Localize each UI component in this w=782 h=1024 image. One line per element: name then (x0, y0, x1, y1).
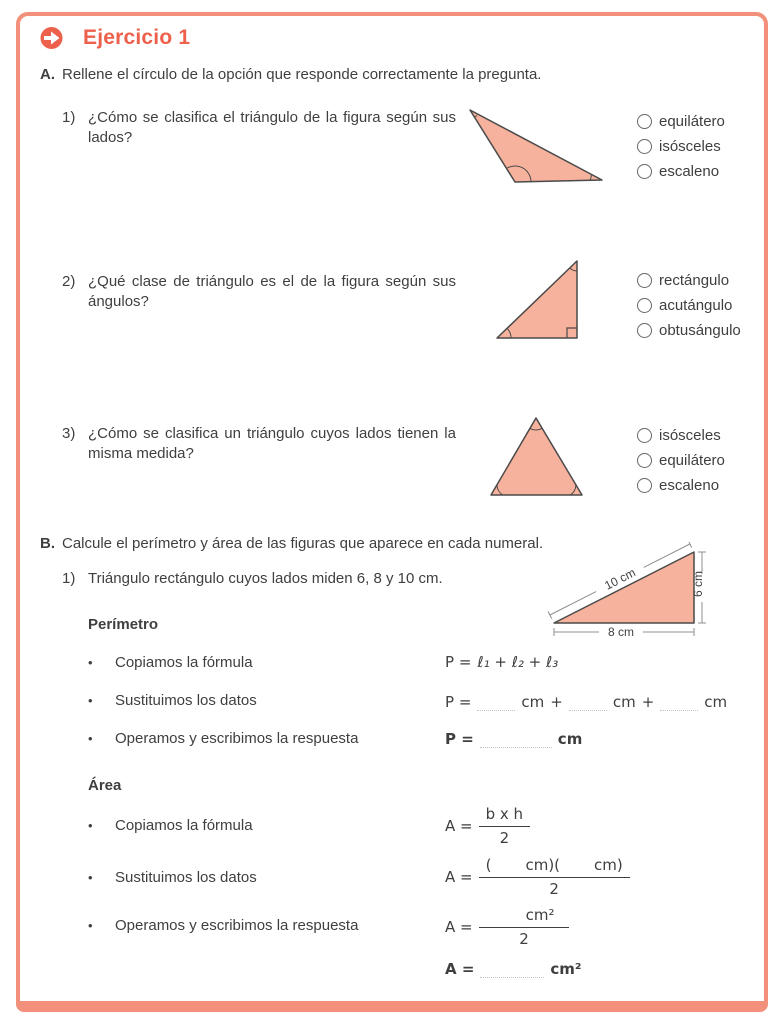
area-formula: A = $\frac{\text{b x h}}{2}$ (445, 805, 530, 847)
perimeter-answer: P = cm (445, 730, 583, 748)
option-label: isósceles (659, 427, 721, 444)
item-b1 (62, 570, 443, 587)
question-1-number: 1) (62, 109, 76, 126)
option-label: equilátero (659, 113, 725, 130)
area-substitution: A = ( cm)( cm) 2 (445, 856, 630, 898)
blank-field[interactable] (480, 732, 552, 748)
hypotenuse-dimension-label: 10 cm (602, 565, 638, 593)
section-a-label: A. (40, 66, 55, 83)
question-1-options (637, 109, 725, 184)
question-3-figure (483, 410, 591, 509)
header (38, 24, 190, 52)
radio-circle[interactable] (637, 478, 652, 493)
option-label: escaleno (659, 477, 720, 494)
step-text: • Copiamos la fórmula (115, 817, 253, 834)
section-b-instruction (40, 535, 543, 552)
section-b-text: Calcule el perímetro y área de las figuras que aparece en cada numeral. (62, 535, 544, 552)
option-acutangulo[interactable] (637, 293, 741, 318)
blank-field[interactable] (480, 962, 544, 978)
perimeter-step-2 (88, 692, 257, 709)
step-text: • Sustituimos los datos (115, 869, 257, 886)
perimeter-heading: Perímetro (88, 616, 159, 633)
radio-circle[interactable] (637, 273, 652, 288)
option-isosceles[interactable] (637, 134, 725, 159)
perimeter-substitution: P = cm + cm + cm (445, 693, 728, 711)
option-label: obtusángulo (659, 322, 741, 339)
step-text: • Sustituimos los datos (115, 692, 257, 709)
question-2-figure (487, 253, 587, 353)
option-rectangulo[interactable] (637, 268, 741, 293)
radio-circle[interactable] (637, 139, 652, 154)
option-isosceles[interactable] (637, 423, 725, 448)
option-label: rectángulo (659, 272, 730, 289)
option-label: acutángulo (659, 297, 733, 314)
option-label: equilátero (659, 452, 725, 469)
area-heading: Área (88, 777, 122, 794)
area-answer: A = cm² (445, 960, 582, 978)
radio-circle[interactable] (637, 323, 652, 338)
area-step-2 (88, 869, 257, 886)
question-2 (62, 272, 456, 312)
step-text: • Operamos y escribimos la respuesta (115, 917, 359, 934)
option-label: isósceles (659, 138, 721, 155)
perimeter-step-1 (88, 654, 253, 671)
radio-circle[interactable] (637, 164, 652, 179)
radio-circle[interactable] (637, 298, 652, 313)
step-text: • Copiamos la fórmula (115, 654, 253, 671)
area-step-1 (88, 817, 253, 834)
height-dimension-label: 6 cm (691, 570, 705, 598)
option-escaleno[interactable] (637, 159, 725, 184)
step-text: • Operamos y escribimos la respuesta (115, 730, 359, 747)
question-3 (62, 424, 456, 464)
question-3-text: ¿Cómo se clasifica un triángulo cuyos lados tienen la misma medida? (88, 425, 456, 462)
radio-circle[interactable] (637, 114, 652, 129)
blank-field[interactable] (477, 695, 515, 711)
question-2-number: 2) (62, 273, 76, 290)
item-b1-figure (537, 542, 722, 649)
section-a-text: Rellene el círculo de la opción que responde correctamente la pregunta. (62, 66, 542, 83)
question-1-figure (452, 100, 617, 200)
option-obtusangulo[interactable] (637, 318, 741, 343)
radio-circle[interactable] (637, 453, 652, 468)
area-step-3 (88, 917, 358, 934)
question-3-number: 3) (62, 425, 76, 442)
item-b1-text: Triángulo rectángulo cuyos lados miden 6, 8 y 10 cm. (88, 570, 443, 587)
area-operation: A = $\frac{\text{cm²}}{2}$ (445, 906, 569, 948)
question-2-options (637, 268, 741, 343)
perimeter-step-3 (88, 730, 358, 747)
option-escaleno[interactable] (637, 473, 725, 498)
blank-field[interactable] (569, 695, 607, 711)
option-equilatero[interactable] (637, 109, 725, 134)
question-1-text: ¿Cómo se clasifica el triángulo de la figura según sus lados? (88, 109, 456, 146)
option-label: escaleno (659, 163, 720, 180)
section-a-instruction (40, 66, 541, 83)
base-dimension-label: 8 cm (607, 625, 635, 639)
perimeter-formula: P = ℓ₁ + ℓ₂ + ℓ₃ (445, 653, 559, 671)
question-3-options (637, 423, 725, 498)
item-b1-number: 1) (62, 570, 76, 587)
circle-arrow-icon (38, 24, 66, 52)
option-equilatero[interactable] (637, 448, 725, 473)
radio-circle[interactable] (637, 428, 652, 443)
question-2-text: ¿Qué clase de triángulo es el de la figura según sus ángulos? (88, 273, 456, 310)
page-title: Ejercicio 1 (83, 26, 191, 49)
section-b-label: B. (40, 535, 55, 552)
blank-field[interactable] (660, 695, 698, 711)
question-1 (62, 108, 456, 148)
